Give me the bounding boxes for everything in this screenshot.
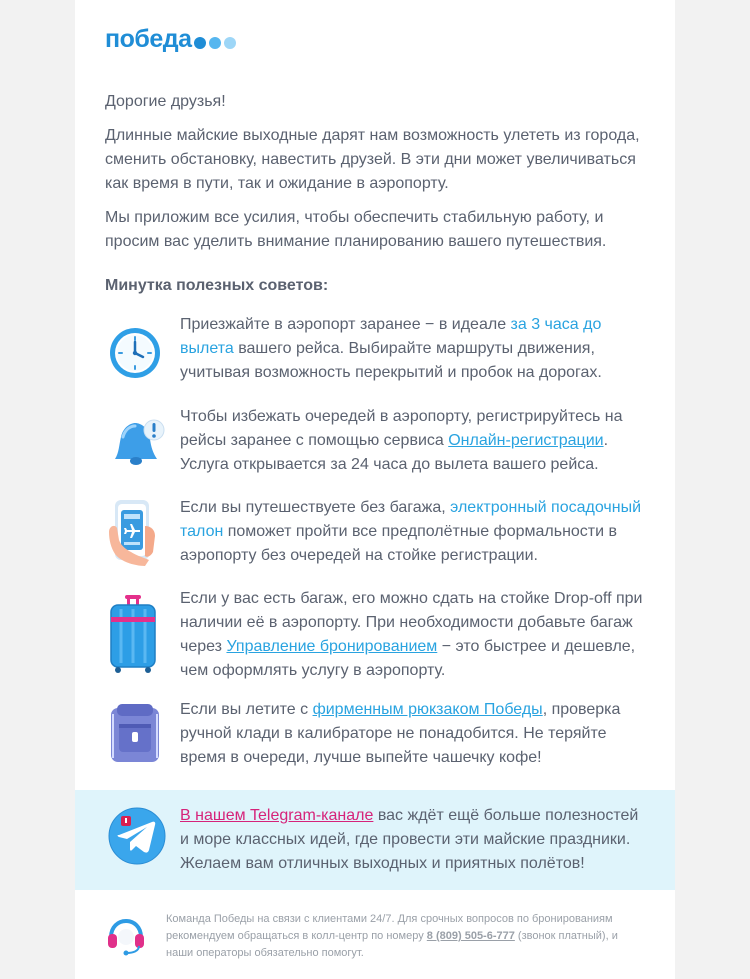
highlight-3-hours: за 3 часа до вылета: [180, 316, 602, 357]
branded-backpack-link[interactable]: фирменным рюкзаком Победы: [312, 701, 543, 718]
tips-title: Минутка полезных советов:: [105, 277, 329, 294]
call-center-phone-link[interactable]: 8 (809) 505-6-777: [426, 930, 515, 942]
footer-text: Команда Победы на связи с клиентами 24/7. Для срочных вопросов по бронированиям рекомендуем обращаться в колл-центр по номеру 8 (809) 505-6-777 (звонок платный), и наши операторы обязательно помогут.: [166, 913, 618, 959]
backpack-icon: [105, 702, 169, 774]
tip-text: Приезжайте в аэропорт заранее − в идеале за 3 часа до вылета вашего рейса. Выбирайте маршруты движения, учитывая возможность перекрытий и пробок на дорогах.: [180, 316, 602, 381]
telegram-text: В нашем Telegram-канале вас ждёт ещё больше полезностей и море классных идей, где провести эти майские праздники. Желаем вам отличных выходных и приятных полётов!: [180, 807, 639, 872]
tip-text: Если вы летите с фирменным рюкзаком Победы, проверка ручной клади в калибраторе не понадобится. Не теряйте время в очереди, лучше выпейте чашечку кофе!: [180, 701, 621, 766]
online-checkin-link[interactable]: Онлайн-регистрации: [448, 432, 604, 449]
highlight-e-boarding-pass: электронный посадочный талон: [180, 499, 641, 540]
greeting: Дорогие друзья!: [105, 93, 226, 110]
headset-icon: [105, 915, 147, 957]
telegram-channel-link[interactable]: В нашем Telegram-канале: [180, 807, 374, 824]
tip-text: Если вы путешествуете без багажа, электронный посадочный талон поможет пройти все предполётные формальности в аэропорту без очередей на стойке регистрации.: [180, 499, 641, 564]
logo-dot: [224, 37, 236, 49]
tip-text: Чтобы избежать очередей в аэропорту, регистрируйтесь на рейсы заранее с помощью сервиса Онлайн-регистрации. Услуга открывается за 24 часа до вылета вашего рейса.: [180, 408, 623, 473]
intro-paragraph-2: Мы приложим все усилия, чтобы обеспечить стабильную работу, и просим вас уделить внимание планированию вашего путешествия.: [105, 209, 607, 250]
logo-dot: [209, 37, 221, 49]
logo-dots: [194, 37, 236, 49]
suitcase-icon: [105, 591, 169, 675]
tip-text: Если у вас есть багаж, его можно сдать на стойке Drop-off при наличии её в аэропорту. При необходимости добавьте багаж через Управление бронированием − это быстрее и дешевле, чем оформлять услугу в аэропорту.: [180, 590, 643, 679]
telegram-banner: [75, 790, 675, 890]
pobeda-logo[interactable]: [105, 25, 236, 53]
logo-dot: [194, 37, 206, 49]
clock-icon: [105, 319, 169, 391]
logo-wordmark: победа: [105, 25, 192, 53]
manage-booking-link[interactable]: Управление бронированием: [226, 638, 438, 655]
phone-boarding-pass-icon: [105, 496, 169, 568]
email-card: [75, 0, 675, 979]
intro-paragraph-1: Длинные майские выходные дарят нам возможность улететь из города, сменить обстановку, навестить друзей. В эти дни может увеличиваться как время в пути, так и ожидание в аэропорту.: [105, 127, 640, 192]
bell-icon: [105, 409, 169, 481]
telegram-icon: [105, 804, 169, 868]
